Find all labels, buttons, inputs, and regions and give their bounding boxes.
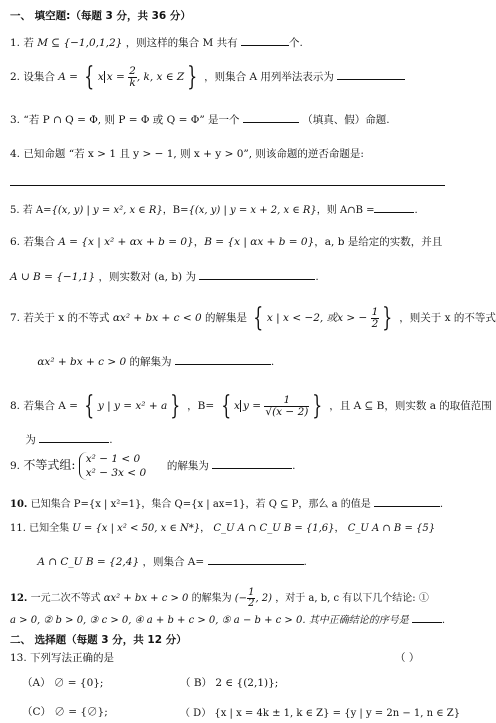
option-d[interactable]: （ D） {x | x = 4k ± 1, k ∈ Z} = {y | y = 2n − 1, n ∈ Z} (180, 708, 461, 719)
fraction: $\frac{1}{2}$ (248, 587, 255, 609)
option-c[interactable]: （C） ∅ = {∅}; (22, 706, 108, 718)
answer-blank (39, 431, 109, 443)
answer-blank (241, 34, 289, 46)
fraction: $\frac{1}{√(x - 2)}$ (265, 394, 309, 418)
option-a[interactable]: （A） ∅ = {0}; (22, 677, 104, 689)
question-11-line-2: A ∩ C_U B = {2,4} ，则集合 A= . (10, 553, 307, 569)
inequality-system: x² − 1 < 0 x² − 3x < 0 (79, 452, 146, 480)
question-8-line-2: 为 . (10, 431, 113, 447)
question-4: 4. 已知命题 “若 x > 1 且 y > − 1, 则 x + y > 0”, 则该命题的逆否命题是: (10, 148, 364, 160)
question-1: 1. 若 M ⊆ {−1,0,1,2} ，则这样的集合 M 共有 个. (10, 34, 303, 50)
answer-paren: （ ） (395, 652, 420, 664)
question-7-line-2: αx² + bx + c > 0 的解集为 . (10, 353, 274, 369)
question-10: 10. 已知集合 P={x | x²=1}，集合 Q={x | ax=1}，若 Q ⊆ P，那么 a 的值是 . (10, 495, 443, 510)
option-b[interactable]: （ B） 2 ∈ {(2,1)}; (180, 677, 279, 689)
question-9: 9. 不等式组: x² − 1 < 0 x² − 3x < 0 的解集为 . (10, 453, 296, 480)
answer-blank (337, 68, 405, 80)
question-6: 6. 若集合 A = {x | x² + αx + b = 0}，B = {x | αx + b = 0}，a, b 是给定的实数，并且 (10, 236, 443, 248)
fraction: $\frac{1}{2}$ (371, 306, 379, 330)
answer-blank (199, 268, 315, 280)
question-8: 8. 若集合 A = { y | y = x² + a } ，B= { x y = $\frac{1}{√(x - 2)}$ } ，且 A ⊆ B，则实数 a 的取值范围 (10, 391, 492, 421)
question-13: 13. 下列写法正确的是 (10, 652, 115, 664)
question-12: 12. 一元二次不等式 αx² + bx + c > 0 的解集为 (− $\frac{1}{2}$ , 2) ，对于 a, b, c 有以下几个结论: ① (10, 587, 429, 609)
question-12-line-2: a > 0, ② b > 0, ③ c > 0, ④ a + b + c > 0, ⑤ a − b + c > 0. 其中正确结论的序号是 . (10, 611, 445, 626)
answer-blank (374, 495, 440, 507)
section-2-title: 二、 选择题（每题 3 分，共 12 分） (10, 634, 187, 646)
question-7: 7. 若关于 x 的不等式 αx² + bx + c < 0 的解集是 { x | x < −2, 或x > − $\frac{1}{2}$ } ，则关于 x 的不等式 (10, 303, 496, 333)
question-6-line-2: A ∪ B = {−1,1} ，则实数对 (a, b) 为 . (10, 268, 319, 284)
question-11: 11. 已知全集 U = {x | x² < 50, x ∈ N*}， C_U A ∩ C_U B = {1,6}， C_U A ∩ B = {5} (10, 523, 436, 534)
answer-blank (412, 611, 442, 623)
answer-blank (175, 353, 271, 365)
answer-rule (10, 185, 445, 186)
answer-blank (212, 457, 292, 469)
question-3: 3. “若 P ∩ Q = Φ, 则 P = Φ 或 Q = Φ” 是一个 （填真、假）命题. (10, 111, 390, 127)
answer-blank (208, 553, 304, 565)
answer-blank (243, 111, 299, 123)
question-2: 2. 设集合 A = { x x = $\frac{2}{k}$ , k, x ∈ Z } ，则集合 A 用列举法表示为 (10, 64, 405, 90)
answer-blank (374, 201, 414, 213)
question-5: 5. 若 A={(x, y) | y = x², x ∈ R}，B={(x, y) | y = x + 2, x ∈ R}，则 A∩B = . (10, 201, 418, 216)
section-1-title: 一、 填空题:（每题 3 分，共 36 分） (10, 10, 191, 22)
fraction: $\frac{2}{k}$ (129, 65, 136, 89)
